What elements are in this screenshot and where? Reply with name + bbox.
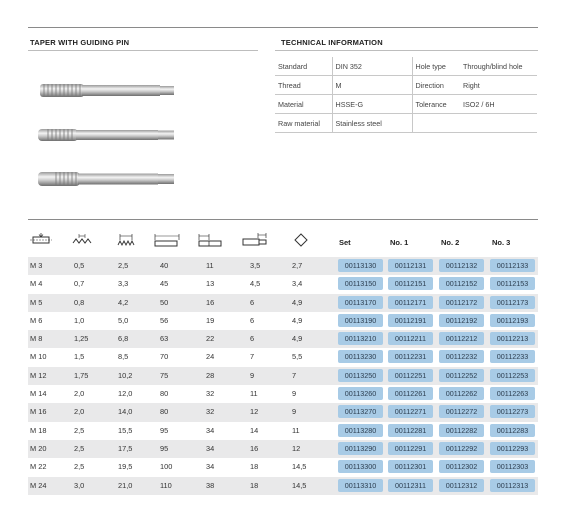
cell-total-length: 56 (160, 315, 169, 325)
tech-info-value: Right (460, 76, 537, 95)
table-row (28, 294, 538, 312)
header-no1: No. 1 (390, 238, 409, 247)
cell-total-length: 63 (160, 334, 169, 344)
tech-info-label: Direction (412, 76, 460, 95)
cell-core-diameter: 15,5 (118, 425, 133, 435)
cell-square-size: 11 (292, 425, 300, 435)
tech-info-value: DIN 352 (332, 57, 412, 76)
article-link-no3[interactable]: 00112303 (490, 460, 535, 473)
cell-total-length: 70 (160, 352, 169, 362)
cell-thread-size: M 24 (30, 480, 47, 490)
thread-diameter-icon (30, 233, 52, 247)
tech-info-row (275, 76, 537, 95)
set-article-link[interactable]: 00113290 (338, 442, 383, 455)
thread-pitch-icon (72, 233, 94, 247)
cell-square-size: 2,7 (292, 261, 303, 270)
cell-thread-length: 19 (206, 315, 215, 325)
cell-core-diameter: 3,3 (118, 279, 129, 289)
header-no3: No. 3 (492, 238, 511, 247)
cell-thread-size: M 6 (30, 315, 43, 325)
article-link-no1[interactable]: 00112261 (388, 387, 433, 400)
tap-tool-1-icon (30, 79, 180, 103)
cell-pitch: 2,0 (74, 389, 85, 399)
cell-square-size: 3,4 (292, 279, 303, 289)
cell-square-length: 14 (250, 425, 259, 435)
tech-info-row (275, 114, 537, 133)
article-link-no2[interactable]: 00112272 (439, 405, 484, 418)
cell-thread-size: M 5 (30, 297, 43, 307)
table-row (28, 367, 538, 385)
article-link-no3[interactable]: 00112173 (490, 296, 535, 309)
cell-square-length: 6 (250, 297, 255, 307)
section-title-right: TECHNICAL INFORMATION (281, 38, 383, 47)
cell-square-length: 7 (250, 352, 255, 362)
article-link-no1[interactable]: 00112311 (388, 479, 433, 492)
cell-core-diameter: 12,0 (118, 389, 133, 399)
cell-core-diameter: 6,8 (118, 334, 129, 344)
cell-pitch: 1,5 (74, 352, 85, 362)
cell-square-length: 18 (250, 462, 259, 472)
article-link-no3[interactable]: 00112313 (490, 479, 535, 492)
cell-square-size: 12 (292, 443, 301, 453)
cell-square-length: 3,5 (250, 261, 261, 270)
table-row (28, 348, 538, 366)
cell-square-length: 4,5 (250, 279, 261, 289)
cell-square-size: 5,5 (292, 352, 303, 362)
cell-thread-length: 28 (206, 370, 215, 380)
article-link-no2[interactable]: 00112262 (439, 387, 484, 400)
total-length-icon (154, 233, 180, 247)
set-article-link[interactable]: 00113190 (338, 314, 383, 327)
article-link-no2[interactable]: 00112192 (439, 314, 484, 327)
top-rule (28, 27, 538, 28)
tech-info-row (275, 95, 537, 114)
cell-total-length: 45 (160, 279, 169, 289)
tech-info-value: ISO2 / 6H (460, 95, 537, 114)
cell-square-length: 18 (250, 480, 259, 490)
cell-thread-size: M 22 (30, 462, 47, 472)
set-article-link[interactable]: 00113210 (338, 332, 383, 345)
dimension-table-header (28, 227, 538, 255)
cell-core-diameter: 8,5 (118, 352, 129, 362)
cell-thread-size: M 10 (30, 352, 47, 362)
cell-core-diameter: 19,5 (118, 462, 133, 472)
cell-thread-length: 38 (206, 480, 215, 490)
tech-info-value: HSSE-G (332, 95, 412, 114)
set-article-link[interactable]: 00113310 (338, 479, 383, 492)
article-link-no1[interactable]: 00112171 (388, 296, 433, 309)
table-row (28, 312, 538, 330)
table-row (28, 458, 538, 476)
table-row (28, 385, 538, 403)
cell-square-size: 9 (292, 407, 297, 417)
table-top-rule (28, 219, 538, 220)
section-rule-right (275, 50, 538, 51)
cell-pitch: 1,75 (74, 370, 89, 380)
cell-thread-length: 34 (206, 462, 215, 472)
cell-thread-length: 11 (206, 261, 214, 270)
article-link-no1[interactable]: 00112271 (388, 405, 433, 418)
article-link-no3[interactable]: 00112273 (490, 405, 535, 418)
cell-pitch: 2,5 (74, 425, 85, 435)
cell-square-length: 9 (250, 370, 255, 380)
cell-thread-size: M 4 (30, 279, 43, 289)
article-link-no1[interactable]: 00112291 (388, 442, 433, 455)
cell-total-length: 75 (160, 370, 169, 380)
tech-info-value: Through/blind hole (460, 57, 537, 76)
cell-core-diameter: 21,0 (118, 480, 133, 490)
article-link-no1[interactable]: 00112151 (388, 277, 433, 290)
tech-info-label: Tolerance (412, 95, 460, 114)
article-link-no2[interactable]: 00112292 (439, 442, 484, 455)
tech-info-label: Hole type (412, 57, 460, 76)
tap-images (30, 75, 190, 205)
section-rule-left (28, 50, 258, 51)
table-row (28, 422, 538, 440)
cell-total-length: 40 (160, 261, 169, 270)
tech-info-label: Standard (275, 57, 332, 76)
cell-square-length: 16 (250, 443, 259, 453)
tap-tool-2-icon (30, 123, 180, 147)
cell-square-length: 11 (250, 389, 258, 399)
table-row (28, 257, 538, 275)
article-link-no3[interactable]: 00112153 (490, 277, 535, 290)
cell-square-size: 4,9 (292, 297, 303, 307)
cell-pitch: 0,8 (74, 297, 85, 307)
article-link-no3[interactable]: 00112193 (490, 314, 535, 327)
article-link-no3[interactable]: 00112263 (490, 387, 535, 400)
cell-thread-size: M 20 (30, 443, 47, 453)
cell-square-size: 14,5 (292, 462, 307, 472)
cell-thread-length: 22 (206, 334, 215, 344)
cell-total-length: 50 (160, 297, 169, 307)
cell-pitch: 2,0 (74, 407, 85, 417)
cell-thread-length: 34 (206, 443, 215, 453)
cell-pitch: 2,5 (74, 443, 85, 453)
cell-pitch: 0,7 (74, 279, 85, 289)
cell-total-length: 95 (160, 425, 169, 435)
cell-thread-size: M 3 (30, 261, 43, 270)
tech-info-row (275, 57, 537, 76)
article-link-no2[interactable]: 00112312 (439, 479, 484, 492)
article-link-no2[interactable]: 00112252 (439, 369, 484, 382)
cell-thread-length: 24 (206, 352, 215, 362)
cell-square-size: 7 (292, 370, 297, 380)
tech-info-label: Material (275, 95, 332, 114)
table-row (28, 275, 538, 293)
cell-total-length: 80 (160, 389, 169, 399)
cell-pitch: 2,5 (74, 462, 85, 472)
article-link-no3[interactable]: 00112293 (490, 442, 535, 455)
tech-info-table (275, 57, 537, 133)
tap-tool-3-icon (30, 167, 180, 191)
dimension-table-body (28, 257, 538, 495)
cell-core-diameter: 14,0 (118, 407, 133, 417)
cell-pitch: 1,0 (74, 315, 85, 325)
header-no2: No. 2 (441, 238, 460, 247)
cell-thread-size: M 18 (30, 425, 47, 435)
cell-square-length: 12 (250, 407, 259, 417)
header-set: Set (339, 238, 351, 247)
cell-total-length: 110 (160, 480, 172, 490)
cell-thread-size: M 14 (30, 389, 47, 399)
article-link-no3[interactable]: 00112283 (490, 424, 535, 437)
table-row (28, 440, 538, 458)
tech-info-value: Stainless steel (332, 114, 412, 133)
cell-pitch: 0,5 (74, 261, 85, 270)
cell-square-size: 14,5 (292, 480, 307, 490)
set-article-link[interactable]: 00113280 (338, 424, 383, 437)
table-row (28, 477, 538, 495)
article-link-no1[interactable]: 00112251 (388, 369, 433, 382)
cell-core-diameter: 2,5 (118, 261, 129, 270)
cell-core-diameter: 10,2 (118, 370, 133, 380)
article-link-no1[interactable]: 00112231 (388, 350, 433, 363)
article-link-no2[interactable]: 00112282 (439, 424, 484, 437)
article-link-no1[interactable]: 00112131 (388, 259, 433, 272)
square-size-icon (294, 233, 308, 247)
tech-info-label (412, 114, 460, 133)
article-link-no2[interactable]: 00112212 (439, 332, 484, 345)
cell-core-diameter: 5,0 (118, 315, 129, 325)
cell-pitch: 1,25 (74, 334, 89, 344)
table-row (28, 403, 538, 421)
article-link-no2[interactable]: 00112172 (439, 296, 484, 309)
set-article-link[interactable]: 00113250 (338, 369, 383, 382)
article-link-no3[interactable]: 00112233 (490, 350, 535, 363)
cell-total-length: 95 (160, 443, 169, 453)
cell-thread-length: 32 (206, 389, 215, 399)
tech-info-value: M (332, 76, 412, 95)
article-link-no1[interactable]: 00112281 (388, 424, 433, 437)
thread-length-icon (198, 233, 224, 247)
cell-core-diameter: 17,5 (118, 443, 133, 453)
set-article-link[interactable]: 00113130 (338, 259, 383, 272)
square-length-icon (242, 233, 268, 247)
cell-total-length: 80 (160, 407, 169, 417)
section-title-left: TAPER WITH GUIDING PIN (30, 38, 130, 47)
cell-total-length: 100 (160, 462, 173, 472)
set-article-link[interactable]: 00113260 (338, 387, 383, 400)
cell-square-size: 4,9 (292, 315, 303, 325)
cell-thread-length: 16 (206, 297, 215, 307)
tech-info-label: Thread (275, 76, 332, 95)
cell-core-diameter: 4,2 (118, 297, 129, 307)
cell-square-length: 6 (250, 334, 255, 344)
article-link-no1[interactable]: 00112191 (388, 314, 433, 327)
table-row (28, 330, 538, 348)
article-link-no3[interactable]: 00112213 (490, 332, 535, 345)
cell-thread-size: M 16 (30, 407, 47, 417)
cell-square-size: 4,9 (292, 334, 303, 344)
tech-info-label: Raw material (275, 114, 332, 133)
cell-thread-size: M 8 (30, 334, 43, 344)
set-article-link[interactable]: 00113230 (338, 350, 383, 363)
cell-square-size: 9 (292, 389, 297, 399)
cell-thread-length: 13 (206, 279, 215, 289)
cell-thread-length: 34 (206, 425, 215, 435)
article-link-no3[interactable]: 00112253 (490, 369, 535, 382)
article-link-no3[interactable]: 00112133 (490, 259, 535, 272)
cell-pitch: 3,0 (74, 480, 85, 490)
article-link-no2[interactable]: 00112132 (439, 259, 484, 272)
tech-info-value (460, 114, 537, 133)
article-link-no1[interactable]: 00112211 (388, 332, 433, 345)
article-link-no2[interactable]: 00112302 (439, 460, 484, 473)
article-link-no2[interactable]: 00112232 (439, 350, 484, 363)
set-article-link[interactable]: 00113170 (338, 296, 383, 309)
article-link-no2[interactable]: 00112152 (439, 277, 484, 290)
set-article-link[interactable]: 00113270 (338, 405, 383, 418)
article-link-no1[interactable]: 00112301 (388, 460, 433, 473)
set-article-link[interactable]: 00113300 (338, 460, 383, 473)
cell-square-length: 6 (250, 315, 255, 325)
cell-thread-size: M 12 (30, 370, 47, 380)
set-article-link[interactable]: 00113150 (338, 277, 383, 290)
core-diameter-icon (116, 233, 138, 247)
cell-thread-length: 32 (206, 407, 215, 417)
